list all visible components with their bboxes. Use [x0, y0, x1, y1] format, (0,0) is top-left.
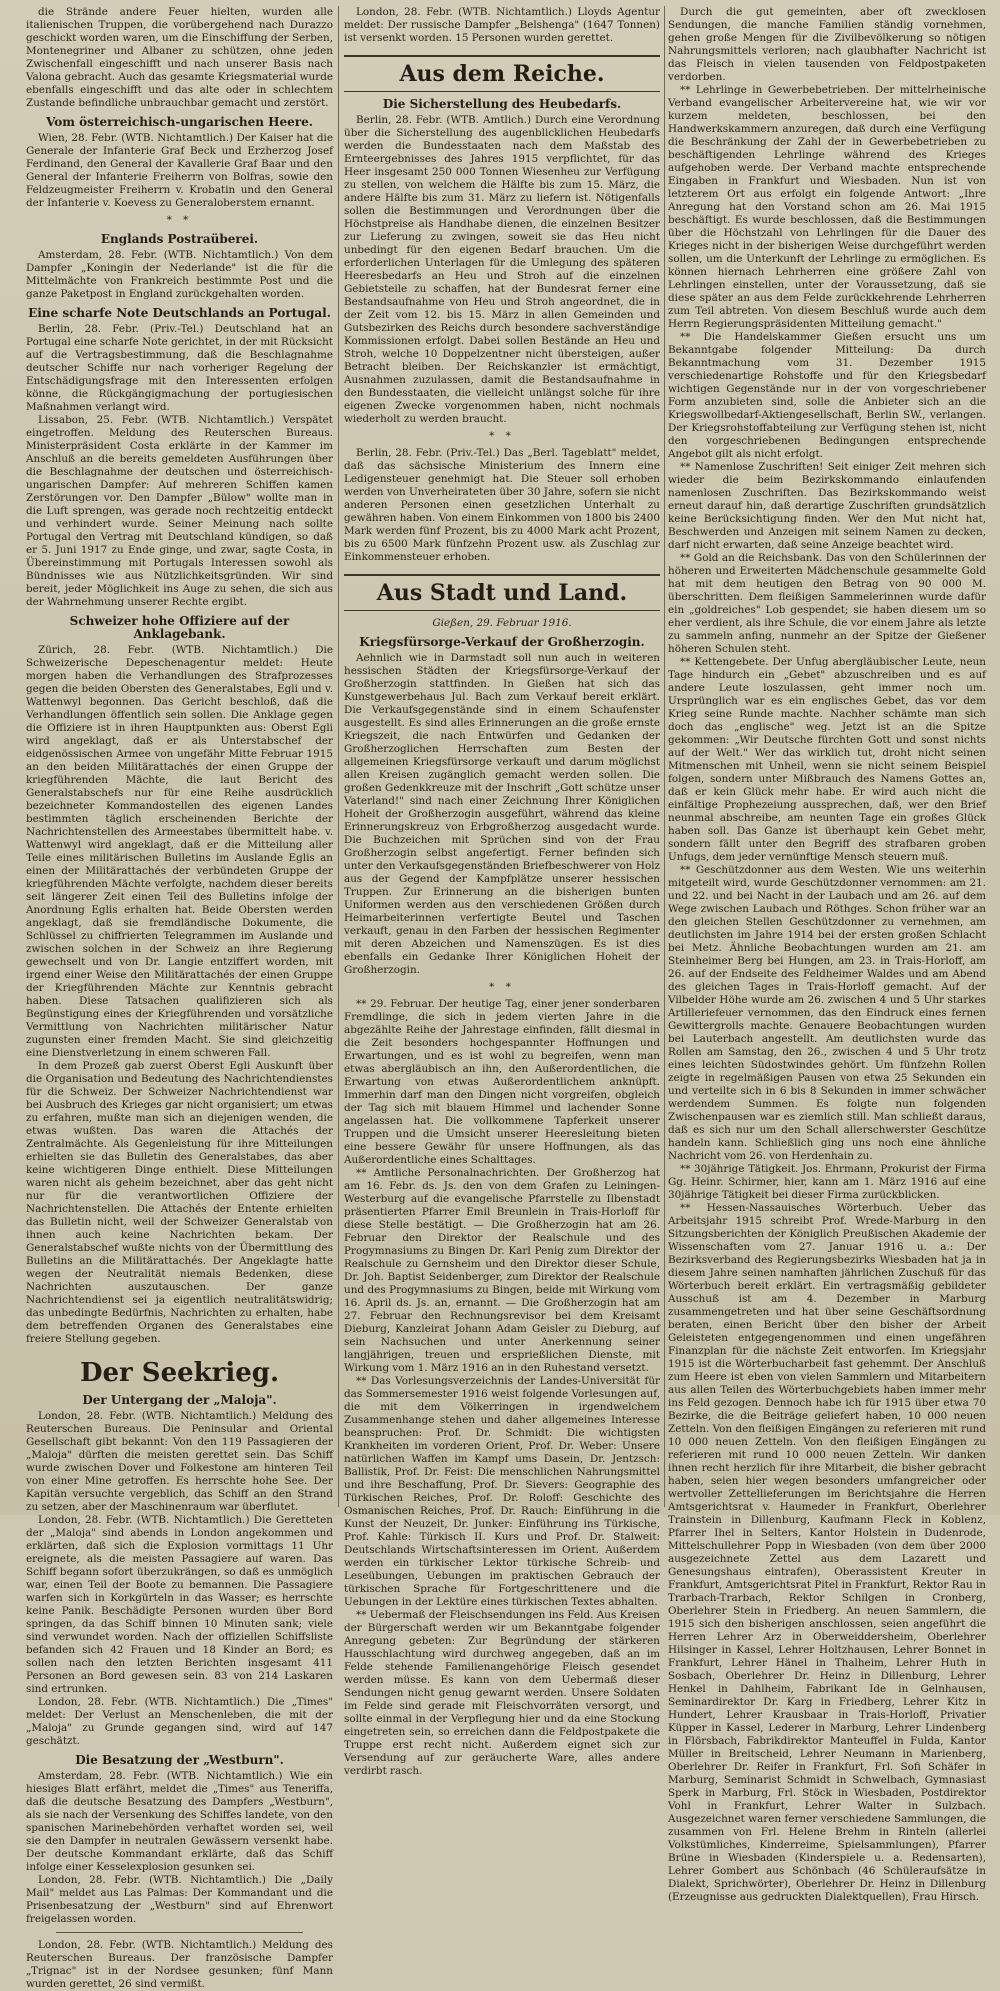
article-headline: Schweizer hohe Offiziere auf der Anklagebank. [69, 614, 290, 641]
article-paragraph: ** Hessen-Nassauisches Wörterbuch. Ueber das Arbeitsjahr 1915 schreibt Prof. Wrede-Marburg in den Sitzungsberichten der Königlich Preußischen Akademie der Wissenschaften vom 27. Januar 1916 u. a.: Der Bezirksverband des Regierungsbezirks Wiesbaden hat ja in diesem Jahre seinen namhaften jährlichen Zuschuß für das Wörterbuch bereit erklärt. Ein vertragsmäßig gebildeter Ausschuß ist am 4. Dezember in Marburg zusammengetreten und hat über seine Geschäftsordnung beraten, einen Bericht über den bisher der Arbeit Geleisteten entgegengenommen und einen ungefähren Finanzplan für die nächste Zeit entworfen. Im Kriegsjahr 1915 ist die Wörterbucharbeit fast gehemmt. Der Anschluß zum Heere ist eben von vielen Sammlern und Mitarbeitern aus allen Teilen des Wörterbuchgebiets haben immer mehr ins Feld gezogen. Dennoch habe ich für 1915 über etwa 70 Bezirke, die die Beiträge geliefert haben, 10 000 neuen Zetteln. Von den fleißigen Eingängen zu referieren mit rund 10 000 neuen Zetteln. Von den fleißigen Eingängen zu referieren mit rund 10 000 neuen Zetteln. Wir danken ihnen recht herzlich für ihre Mitarbeit, die bisher gebracht haben, seien hier wegen besonders umfangreicher oder wertvoller Zettellieferungen im Berichtsjahre die Herren Amtsgerichtsrat v. Haumeder in Frankfurt, Oberlehrer Trainstein in Dillenburg, Kaufmann Fleck in Koblenz, Pfarrer Ihel in Selters, Kantor Holstein in Dudenrode, Mittelschullehrer Popp in Wiesbaden (von dem über 2000 ausgezeichnete Zettel aus dem Lazarett und Genesungshaus eintrafen), Oberassistent Kreuter in Frankfurt, Amtsgerichtsrat Pitel in Frankfurt, Rektor Rau in Trarbach-Trarbach, Rektor Schilgen in Cronberg, Oberlehrer Stein in Friedberg. An neuen Sammlern, die 1915 sich den bisherigen anschlossen, seien angeführt die Herren Lehrer Arz in Oberweiddersheim, Oberlehrer Hilsinger in Kassel, Lehrer Holtzhausen, Lehrer Bonnet in Frankfurt, Lehrer Hänel in Thalheim, Lehrer Huth in Sosbach, Oberlehrer Dr. Heinz in Dillenburg, Lehrer Henkel in Dahlheim, Fabrikant Ide in Gelnhausen, Seminardirektor Dr. Karg in Friedberg, Lehrer Kitz in Hundert, Lehrer Krausbaar in Trais-Horloff, Privatier Küpper in Kassel, Lederer in Marburg, Lehrer Lindenberg in Flörsbach, Fabrikdirektor Manteuffel in Fulda, Kantor Müller in Breitscheid, Lehrer Neumann in Marienberg, Oberlehrer Dr. Reifer in Frankfurt, Frl. Sofi Schäfer in Marburg, Seminarist Schmidt in Schwelbach, Gymnasiast Sperk in Marburg, Frl. Stöck in Wiesbaden, Postdirektor Vohl in Frankfurt, Lehrer Walter in Sulzbach. Ausgezeichnet waren ferner verschiedene Sammlungen, die zusammen von Frl. Helene Brehm in Rinteln (allerlei Volkstümliches, Kinderreime, Spielsammlungen), Pfarrer Brüne in Wiesbaden (Kinderspiele u. a. Redensarten), Lehrer Gombert aus Schönbach (46 Schüleraufsätze in Dialekt, Sprichwörter), Oberlehrer Dr. Heinz in Dillenburg (Erzeugnisse aus gedruckten Dialektquellen), Frau Hirsch. [668, 1202, 986, 1903]
article-paragraph: London, 28. Febr. (WTB. Nichtamtlich.) Lloyds Agentur meldet: Der russische Dampfer „Belshenga" (1647 Tonnen) ist versenkt worden. 15 Personen wurden gerettet. [344, 6, 660, 44]
article-paragraph: Lissabon, 25. Febr. (WTB. Nichtamtlich.) Verspätet eingetroffen. Meldung des Reuterschen Bureaus. Ministerpräsident Costa erklärte in der Kammer im Anschluß an die bereits gemeldeten Ausführungen über die Beschlagnahme der deutschen und österreichisch-ungarischen Dampfer: Auf mehreren Schiffen kamen Zerstörungen vor. Den Dampfer „Bülow" wollte man in die Luft sprengen, was gerade noch rechtzeitig entdeckt und verhindert wurde. Seiner Meinung nach sollte Portugal den Vertrag mit Deutschland kündigen, so daß er 5. Juni 1917 zu Ende ginge, und zwar, sagte Costa, in Übereinstimmung mit Portugals Interessen sowohl als Bündnisses wie aus Nützlichkeitsgründen. Wir sind bereit, jeder Möglichkeit ins Auge zu sehen, die sich aus der Wahrnehmung unserer Rechte ergibt. [26, 414, 333, 608]
article-paragraph: ** Geschützdonner aus dem Westen. Wie uns weiterhin mitgeteilt wird, wurde Geschützdonner vernommen: am 21. und 22. und bei Nacht in der Laubach und am 26. auf dem Wege zwischen Laubach und Röthges. Schon früher war an den gleichen Stellen Geschützdonner zu vernehmen, am deutlichsten im Jahre 1914 bei der ersten großen Schlacht bei Metz. Ähnliche Beobachtungen wurden am 21. am Steinheimer Berg bei Hungen, am 23. in Trais-Horloff, am 26. auf der Endseite des Feldheimer Waldes und am Abend des gleichen Tages in Trais-Horloff gemacht. Auf der Vilbelder Höhe wurde am 26. zwischen 4 und 5 Uhr starkes Artilleriefeuer vernommen, das den Eindruck eines fernen Gewittergrolls machte. Genauere Beobachtungen wurden bei Lauterbach angestellt. Am deutlichsten wurde das Rollen am Samstag, den 26., zwischen 4 und 5 Uhr trotz eines leichten Südostwindes gehört. Um fünfzehn Rollen zeigte in regelmäßigen Pausen von etwa 25 Sekunden ein und verteilte sich in 6 bis 8 Sekunden in immer schwächer werdendem Summen. Es folgte nun folgenden Zwischenpausen war es ziemlich still. Man schließt daraus, daß es sich nur um den Schall allerschwerster Geschütze handeln kann. Schließlich ging uns noch eine ähnliche Nachricht vom 26. von Herdenhain zu. [668, 864, 986, 1162]
separator-stars: * * [489, 981, 515, 993]
article-paragraph: London, 28. Febr. (WTB. Nichtamtlich.) Die „Times" meldet: Der Verlust an Menschenleben, die mit der „Maloja" zu Grunde gegangen sind, wird auf 147 geschätzt. [26, 1696, 333, 1747]
article-paragraph: Berlin, 28. Febr. (Priv.-Tel.) Das „Berl. Tageblatt" meldet, daß das sächsische Ministerium des Innern eine Ledigensteuer genehmigt hat. Die Steuer soll erhoben werden von Unverheirateten über 30 Jahre, sofern sie nicht anderen Personen einen gesetzlichen Unterhalt zu gewähren haben. Von einem Einkommen von 1800 bis 2400 Mark werden fünf Prozent, bis zu 4000 Mark acht Prozent, bis zu 6500 Mark fünfzehn Prozent usw. als Zuschlag zur Einkommensteuer erhoben. [344, 447, 660, 563]
article-headline: Die Sicherstellung des Heubedarfs. [382, 97, 622, 111]
dateline: Gießen, 29. Februar 1916. [432, 617, 572, 629]
section-heading: Aus dem Reiche. [344, 55, 660, 92]
section-heading: Aus Stadt und Land. [344, 574, 660, 611]
article-paragraph: London, 28. Febr. (WTB. Nichtamtlich.) Meldung des Reuterschen Bureaus. Die Peninsular and Oriental Gesellschaft gibt bekannt: Von den 119 Passagieren der „Maloja" dürften die meisten gerettet sein. Das Schiff wurde zwischen Dover und Folkestone am hinteren Teil von einer Mine getroffen. Es herrschte hohe See. Der Kapitän versuchte vergeblich, das Schiff an den Strand zu setzen, aber der Maschinenraum war überflutet. [26, 1410, 333, 1513]
article-headline: Die Besatzung der „Westburn". [75, 1753, 284, 1767]
article-paragraph: ** Amtliche Personalnachrichten. Der Großherzog hat am 16. Febr. ds. Js. den von dem Grafen zu Leiningen-Westerburg auf die evangelische Pfarrstelle zu Ilbenstadt präsentierten Pfarrer Emil Breunlein in Trais-Horloff für diese Stelle bestätigt. — Die Großherzogin hat am 26. Februar den Direktor der Realschule und des Progymnasiums zu Bingen Dr. Karl Penig zum Direktor der Realschule zu Gernsheim und den Direktor dieser Schule, Dr. Joh. Baptist Seidenberger, zum Direktor der Realschule und des Progymnasiums zu Bingen, beide mit Wirkung vom 16. April ds. Js. an, ernannt. — Die Großherzogin hat am 27. Februar den Rechnungsrevisor bei dem Kreisamt Dieburg, Kanzleirat Johann Adam Geisler zu Dieburg, auf sein Nachsuchen und unter Anerkennung seiner langjährigen, treuen und ersprießlichen Dienste, mit Wirkung vom 1. März 1916 an in den Ruhestand versetzt. [344, 1167, 660, 1374]
column-2 [344, 6, 660, 1777]
article-paragraph: die Strände andere Feuer hielten, wurden alle italienischen Truppen, die vorübergehend nach Durazzo geschickt worden waren, um die Einschiffung der Serben, Montenegriner und Albaner zu schützen, ohne jeden Zwischenfall eingeschifft und nach unserer Basis nach Valona gebracht. Auch das gesamte Kriegsmaterial wurde ebenfalls eingeschifft und das alte oder in schlechtem Zustande befindliche unbrauchbar gemacht und zerstört. [26, 6, 333, 109]
article-paragraph: ** 29. Februar. Der heutige Tag, einer jener sonderbaren Fremdlinge, die sich in jedem vierten Jahre in die abgezählte Reihe der Jahrestage einfinden, fällt diesmal in die Zeit besonders hochgespannter Hoffnungen und Erwartungen, und es ist wohl zu begreifen, wenn man etwas abergläubisch an ihn, den Außerordentlichen, die Erwartung von etwas Außerordentlichem anknüpft. Immerhin darf man den Dingen nicht vorgreifen, obgleich der Tag sich mit blauem Himmel und lachender Sonne angelassen hat. Die vollkommene Tapferkeit unserer Truppen und die Umsicht unserer Heeresleitung bieten eine bessere Gewähr für unsere Hoffnungen, als das Außerordentliche eines Schalttages. [344, 998, 660, 1166]
article-paragraph: ** Namenlose Zuschriften! Seit einiger Zeit mehren sich wieder die beim Bezirkskommando einlaufenden namenlosen Zuschriften. Das Bezirkskommando weist erneut darauf hin, daß derartige Zuschriften grundsätzlich keine Berücksichtigung finden. Wer den Mut nicht hat, Beschwerden und Anzeigen mit seinem Namen zu decken, darf nicht erwarten, daß seine Anzeige beachtet wird. [668, 461, 986, 551]
separator-stars: * * [166, 214, 193, 226]
column-rule-1 [338, 6, 339, 1507]
separator-stars: * * [489, 430, 515, 442]
article-paragraph: ** 30jährige Tätigkeit. Jos. Ehrmann, Prokurist der Firma Gg. Heinr. Schirmer, hier, kann am 1. März 1916 auf eine 30jährige Tätigkeit bei dieser Firma zurückblicken. [668, 1163, 986, 1201]
article-paragraph: ** Gold an die Reichsbank. Das von den Schülerinnen der höheren und Erweiterten Mädchenschule gesammelte Gold hat mit dem heutigen den Betrag von 90 000 M. überschritten. Dem fleißigen Sammelerinnen wurde dafür ein „goldreiches" Lob gespendet; sie haben diesem um so eher verdient, als ihre Schule, die vor einem Jahre als letzte zu sammeln anfing, nunmehr an der Spitze der Gießener höheren Schulen steht. [668, 552, 986, 655]
article-paragraph: Amsterdam, 28. Febr. (WTB. Nichtamtlich.) Wie ein hiesiges Blatt erfährt, meldet die „Times" aus Teneriffa, daß die deutsche Besatzung des Dampfers „Westburn", als sie nach der Versenkung des Schiffes landete, von den spanischen Marinebehörden verhaftet worden sei, weil sie den Dampfer in neutralen Gewässern versenkt habe. Der deutsche Kommandant erklärte, daß das Schiff infolge einer Kesselexplosion gesunken sei. [26, 1770, 333, 1873]
article-headline: Der Untergang der „Maloja". [82, 1393, 277, 1407]
article-paragraph: Berlin, 28. Febr. (Priv.-Tel.) Deutschland hat an Portugal eine scharfe Note gerichtet, in der mit Rücksicht auf die Vertragsbestimmung, daß die Beschlagnahme deutscher Schiffe nur nach vorheriger Regelung der Entschädigungsfrage mit den Interessenten erfolgen könne, die Rückgängigmachung der portugiesischen Maßnahmen verlangt wird. [26, 323, 333, 413]
article-headline: Englands Postraüberei. [100, 232, 259, 246]
article-paragraph: ** Uebermaß der Fleischsendungen ins Feld. Aus Kreisen der Bürgerschaft werden wir um Bekanntgabe folgender Anregung gebeten: Zur Begründung der stärkeren Hausschlachtung wird durchweg angegeben, daß an im Felde stehende Familienangehörige Fleisch gesendet werden müsse. Es kann von dem Uebermaß dieser Sendungen nicht genug gewarnt werden. Unsere Soldaten im Felde sind gerade mit Fleischvorräten versorgt, und sollte einmal in der Verpflegung hier und da eine Stockung eingetreten sein, so erreichen dann die Feldpostpakete die Truppe erst recht nicht. Außerdem eignet sich zur Versendung auf zur geräucherte Ware, alles andere verdirbt rasch. [344, 1609, 660, 1777]
column-3 [668, 6, 986, 1903]
article-paragraph: Zürich, 28. Febr. (WTB. Nichtamtlich.) Die Schweizerische Depeschenagentur meldet: Heute morgen haben die Verhandlungen des Strafprozesses gegen die beiden Obersten des Generalstabes, Egli und v. Wattenwyl begonnen. Das Gericht beschloß, daß die Verhandlungen öffentlich sein sollen. Die Anklage gegen die Offiziere ist in ihren Hauptpunkten aus: Oberst Egli wird angeklagt, daß er als Unterstabschef der eidgenössischen Armee von ungefähr Mitte Februar 1915 an den beiden Militärattachés der einen Gruppe der kriegführenden Mächte, die laut Bericht des Generalstabschefs nur für eine Reihe ausdrücklich bezeichneter Kommandostellen des eigenen Landes bestimmten täglich erscheinenden Berichte der Nachrichtenstellen des Armeestabes übermittelt habe. v. Wattenwyl wird angeklagt, daß er die Mitteilung aller Teile eines militärischen Bulletins im Auslande Eglis an einen der Militärattachés der verbündeten Gruppe der kriegführenden Mächte verfolgte, nachdem dieser bereits seit längerer Zeit einen Teil des Bulletins infolge der Anordnung Eglis erhalten hat. Beide Obersten werden angeklagt, daß sie fremdländische Dokumente, die Schlüssel zu chiffrierten Telegrammen im Auslande und zwischen solchen in der Schweiz an ihre Regierung gewechselt und von Dr. Langie entziffert worden, mit irgend einer Weise den Militärattachés der einen Gruppe der Kriegführenden Mächte zur Kenntnis gebracht haben. Diese Tatsachen qualifizieren sich als Begünstigung eines der Kriegführenden und vorsätzliche Vermittlung von Nachrichten militärischer Natur zugunsten einer fremden Macht. Sie sind gleichzeitig eine Dienstverletzung in einem schweren Fall. [26, 644, 333, 1059]
article-paragraph: Wien, 28. Febr. (WTB. Nichtamtlich.) Der Kaiser hat die Generale der Infanterie Graf Beck und Erzherzog Josef Ferdinand, den General der Kavallerie Graf Baar und den General der Infanterie Freiherrn von Bolfras, sowie den Feldzeugmeister Freiherrn v. Krobatin und den General der Infanterie v. Koevess zu Generaloberstem ernannt. [26, 132, 333, 209]
divider [56, 1932, 303, 1933]
article-paragraph: Aehnlich wie in Darmstadt soll nun auch in weiteren hessischen Städten der Kriegsfürsorge-Verkauf der Großherzogin stattfinden. In Gießen hat sich das Kunstgewerbehaus Jul. Bach zum Verkauf bereit erklärt. Die Verkaufsgegenstände sind in einem Schaufenster ausgestellt. Es sind alles Erinnerungen an die große ernste Kriegszeit, die nach Entwürfen und Gedanken der Großherzoglichen Herrschaften zum Besten der allgemeinen Kriegsfürsorge verkauft und darum möglichst allen Kreisen zugänglich gemacht werden sollen. Die großen Gedenkkreuze mit der Inschrift „Gott schütze unser Vaterland!" sind nach einer Zeichnung Ihrer Königlichen Hoheit der Großherzogin ausgeführt, während das kleine Erinnerungskreuz von Erbgroßherzog ausgedacht wurde. Die Buchzeichen mit Sprüchen sind von der Frau Großherzogin selbst angefertigt. Ferner befinden sich unter den Verkaufsgegenständen Briefbeschwerer von Holz aus der Gegend der Kampfplätze unserer hessischen Truppen. Zur Erinnerung an die bisherigen bunten Uniformen werden aus den verschiedenen Größen durch Heimarbeiterinnen verfertigte Beutel und Taschen verkauft, genau in den Farben der hessischen Regimenter mit deren Abzeichen und Namenszügen. Es ist dies ebenfalls ein Gedanke Ihrer Königlichen Hoheit der Großherzogin. [344, 652, 660, 976]
article-paragraph: Berlin, 28. Febr. (WTB. Amtlich.) Durch eine Verordnung über die Sicherstellung des augenblicklichen Heubedarfs werden die Bundesstaaten nach dem Maßstab des Ernteergebnisses des Jahres 1915 verpflichtet, für das Heer insgesamt 250 000 Tonnen Wiesenheu zur Verfügung zu stellen, von welchem die Hälfte bis zum 15. März, die andere Hälfte bis zum 31. März zu liefern ist. Nötigenfalls sollen die Bestimmungen und Verordnungen über die Höchstpreise als Handhabe dienen, die einzelnen Besitzer zur Lieferung zu zwingen, soweit sie das Heu nicht unbedingt für den eigenen Bedarf brauchen. Um die erforderlichen Unterlagen für die Umlegung des späteren Heeresbedarfs an Heu und Stroh auf die einzelnen Gebietsteile zu schaffen, hat der Bundesrat ferner eine Bestandsaufnahme von Heu und Stroh angeordnet, die in der Zeit vom 12. bis 15. März in allen Gemeinden und Gutsbezirken des Reichs durch besondere sachverständige Kommissionen erfolgt. Dabei sollen Bestände an Heu und Stroh, welche 10 Doppelzentner nicht übersteigen, außer Betracht bleiben. Der Reichskanzler ist ermächtigt, Ausnahmen zuzulassen, damit die Bestandsaufnahme in den Bundesstaaten, die vielleicht unlängst solche für ihre eigenen Zwecke vorgenommen haben, nicht nochmals wiederholt zu werden braucht. [344, 114, 660, 425]
article-paragraph: London, 28. Febr. (WTB. Nichtamtlich.) Die „Daily Mail" meldet aus Las Palmas: Der Kommandant und die Prisenbesatzung der „Westburn" sind auf Ehrenwort freigelassen worden. [26, 1874, 333, 1925]
section-heading: Der Seekrieg. [79, 1358, 280, 1388]
column-rule-2 [664, 6, 665, 1507]
article-paragraph: ** Das Vorlesungsverzeichnis der Landes-Universität für das Sommersemester 1916 weist folgende Vorlesungen auf, die mit dem Völkerringen in irgendwelchem Zusammenhange stehen und daher allgemeines Interesse beanspruchen: Prof. Dr. Schmidt: Die wichtigsten Krankheiten im vorderen Orient, Prof. Dr. Weber: Unsere natürlichen Waffen im Kampf ums Dasein, Dr. Jentzsch: Ballistik, Prof. Dr. Feist: Die menschlichen Nahrungsmittel und ihre Beschaffung, Prof. Dr. Sievers: Geographie des Türkischen Reiches, Prof. Dr. Roloff: Geschichte des Osmanischen Reiches, Prof. Dr. Rauch: Einführung in die Kunst der Neuzeit, Dr. Junker: Einführung ins Türkische, Prof. Kahle: Türkisch II. Kurs und Prof. Dr. Stalweit: Deutschlands Wirtschaftsinteressen im Orient. Außerdem werden ein türkischer Lektor türkische Schreib- und Leseübungen, Uebungen im praktischen Gebrauch der türkischen Sprache für Fortgeschrittenere und die Uebungen in der Lektüre eines türkischen Textes abhalten. [344, 1375, 660, 1608]
article-paragraph: Durch die gut gemeinten, aber oft zwecklosen Sendungen, die manche Familien ständig vornehmen, gehen große Mengen für die Zivilbevölkerung so nötigen Nahrungsmittels verloren; nach glaubhafter Nachricht ist das Fleisch in vielen tausenden von Feldpostpaketen verdorben. [668, 6, 986, 83]
article-paragraph: ** Die Handelskammer Gießen ersucht uns um Bekanntgabe folgender Mitteilung: Da durch Bekanntmachung vom 31. Dezember 1915 verschiedenartige Rohstoffe und für den Kriegsbedarf wichtigen Gegenstände nur in der von vorgeschriebener Form anzubieten sind, solle die Anbieter sich an die Kriegswollbedarf-Aktiengesellschaft, Berlin SW., verlangen. Der Kriegsrohstoffabteilung zur Verfügung stehen ist, nicht den vorgeschriebenen Bedingungen entsprechende Angebot gilt als nicht erfolgt. [668, 331, 986, 460]
article-paragraph: London, 28. Febr. (WTB. Nichtamtlich.) Meldung des Reuterschen Bureaus. Der französische Dampfer „Trignac" ist in der Nordsee gesunken; fünf Mann wurden gerettet, 26 sind vermißt. [26, 1939, 333, 1990]
article-paragraph: Amsterdam, 28. Febr. (WTB. Nichtamtlich.) Von dem Dampfer „Koningin der Nederlande" ist die für die Mittelmächte von Frankreich bestimmte Post und die ganze Paketpost in England zurückgehalten worden. [26, 249, 333, 300]
article-paragraph: London, 28. Febr. (WTB. Nichtamtlich.) Die Geretteten der „Maloja" sind abends in London angekommen und erklärten, daß sich die Explosion vormittags 11 Uhr ereignete, als die meisten Passagiere auf waren. Das Schiff begann sofort überzukrängen, so daß es unmöglich war, einen Teil der Boote zu bemannen. Die Passagiere warfen sich in Korkgürteln in das Wasser; es herrschte keine Panik. Beschädigte Personen wurden über Bord springen, da das Schiff binnen 10 Minuten sank; viele sind verwundet worden. Nach der offiziellen Schiffsliste befanden sich 42 Frauen und 18 Kinder an Bord; es sollen nach den letzten Berichten insgesamt 411 Personen an Bord gewesen sein. 83 von 214 Laskaren sind ertrunken. [26, 1514, 333, 1695]
article-headline: Vom österreichisch-ungarischen Heere. [46, 115, 313, 129]
column-1 [26, 6, 333, 1990]
article-paragraph: ** Kettengebete. Der Unfug abergläubischer Leute, neun Tage hindurch ein „Gebet" abzuschreiben und es auf andere Leute loszulassen, geht immer noch um. Ursprünglich war es ein englisches Gebet, das vor dem Krieg seine Runde machte. Nachher schämte man sich doch das „englische" weg. Jetzt ist an die Spitze gekommen: „Wir Deutsche fürchten Gott und sonst nichts auf der Welt." Wer das wirklich tut, droht nicht seinen Mitmenschen mit Unheil, wenn sie nicht seinem Beispiel folgen, sondern unter Mißbrauch des Namens Gottes an, daß er kein Glück mehr habe. Er wird auch nicht die einfältige Prophezeiung aussprechen, daß, wer den Brief neunmal abschreibe, am neunten Tage ein großes Glück haben soll. Das Ganze ist überhaupt kein Gebet mehr, sondern fällt unter den Begriff des strafbaren groben Unfugs, dem jeder vernünftige Mensch steuern muß. [668, 656, 986, 863]
article-paragraph: In dem Prozeß gab zuerst Oberst Egli Auskunft über die Organisation und Bedeutung des Nachrichtendienstes für die Schweiz. Der Schweizer Nachrichtendienst war bei Ausbruch des Krieges gar nicht organisiert; um etwas zu erfahren, mußte man sich an diejenigen wenden, die etwas wußten. Das waren die Attachés der Zentralmächte. Als Gegenleistung für ihre Mitteilungen erhielten sie das Bulletin des Generalstabes, das aber keine wichtigeren Dinge enthielt. Diese Mitteilungen waren nicht als geheim bezeichnet, aber das geht nicht nur für die verantwortlichen Offiziere der Nachrichtenstellen. Die Attachés der Entente erhielten das Bulletin nicht, weil der Schweizer Generalstab von ihnen auch keine Nachrichten bekam. Der Generalstabschef wußte nichts von der Übermittlung des Bulletins an die Militärattachés. Der Angeklagte hatte wegen der Neutralität niemals Bedenken, diese Nachrichten auszutauschen. Der ganze Nachrichtendienst sei ja eigentlich neutralitätswidrig; das unbedingte Bedürfnis, Nachrichten zu erhalten, habe dem betreffenden Organen des Generalstabes eine freiere Stellung gegeben. [26, 1060, 333, 1345]
article-headline: Eine scharfe Note Deutschlands an Portugal. [28, 306, 331, 320]
article-paragraph: ** Lehrlinge in Gewerbebetrieben. Der mittelrheinische Verband evangelischer Arbeitervereine hat, wie wir vor kurzem meldeten, beschlossen, bei den Handwerkskammern anzuregen, daß durch eine Verfügung die Beschränkung der Zahl der in Gewerbebetrieben zu beschäftigenden Lehrlinge während des Krieges aufgehoben werde. Der Verband machte entsprechende Eingaben in Frankfurt und Wiesbaden. Nun ist von letzterem Ort aus erfolgt ein folgende Antwort: „Ihre Anregung hat den Vorstand schon am 26. Mai 1915 beschäftigt. Es wurde beschlossen, daß die Bestimmungen über die Höchstzahl von Lehrlingen für die Dauer des Krieges nicht in der bisherigen Weise durchgeführt werden sollen, um die Unterkunft der Lehrlinge zu ermöglichen. Es können hiernach Lehrherren eine größere Zahl von Lehrlingen einstellen, unter der Voraussetzung, daß sie diese später an aus dem Felde zurückkehrende Lehrherren zum Teil abtreten. Von diesem Beschluß wurde auch dem Herrn Regierungspräsidenten Mitteilung gemacht." [668, 84, 986, 330]
article-headline: Kriegsfürsorge-Verkauf der Großherzogin. [359, 635, 645, 649]
